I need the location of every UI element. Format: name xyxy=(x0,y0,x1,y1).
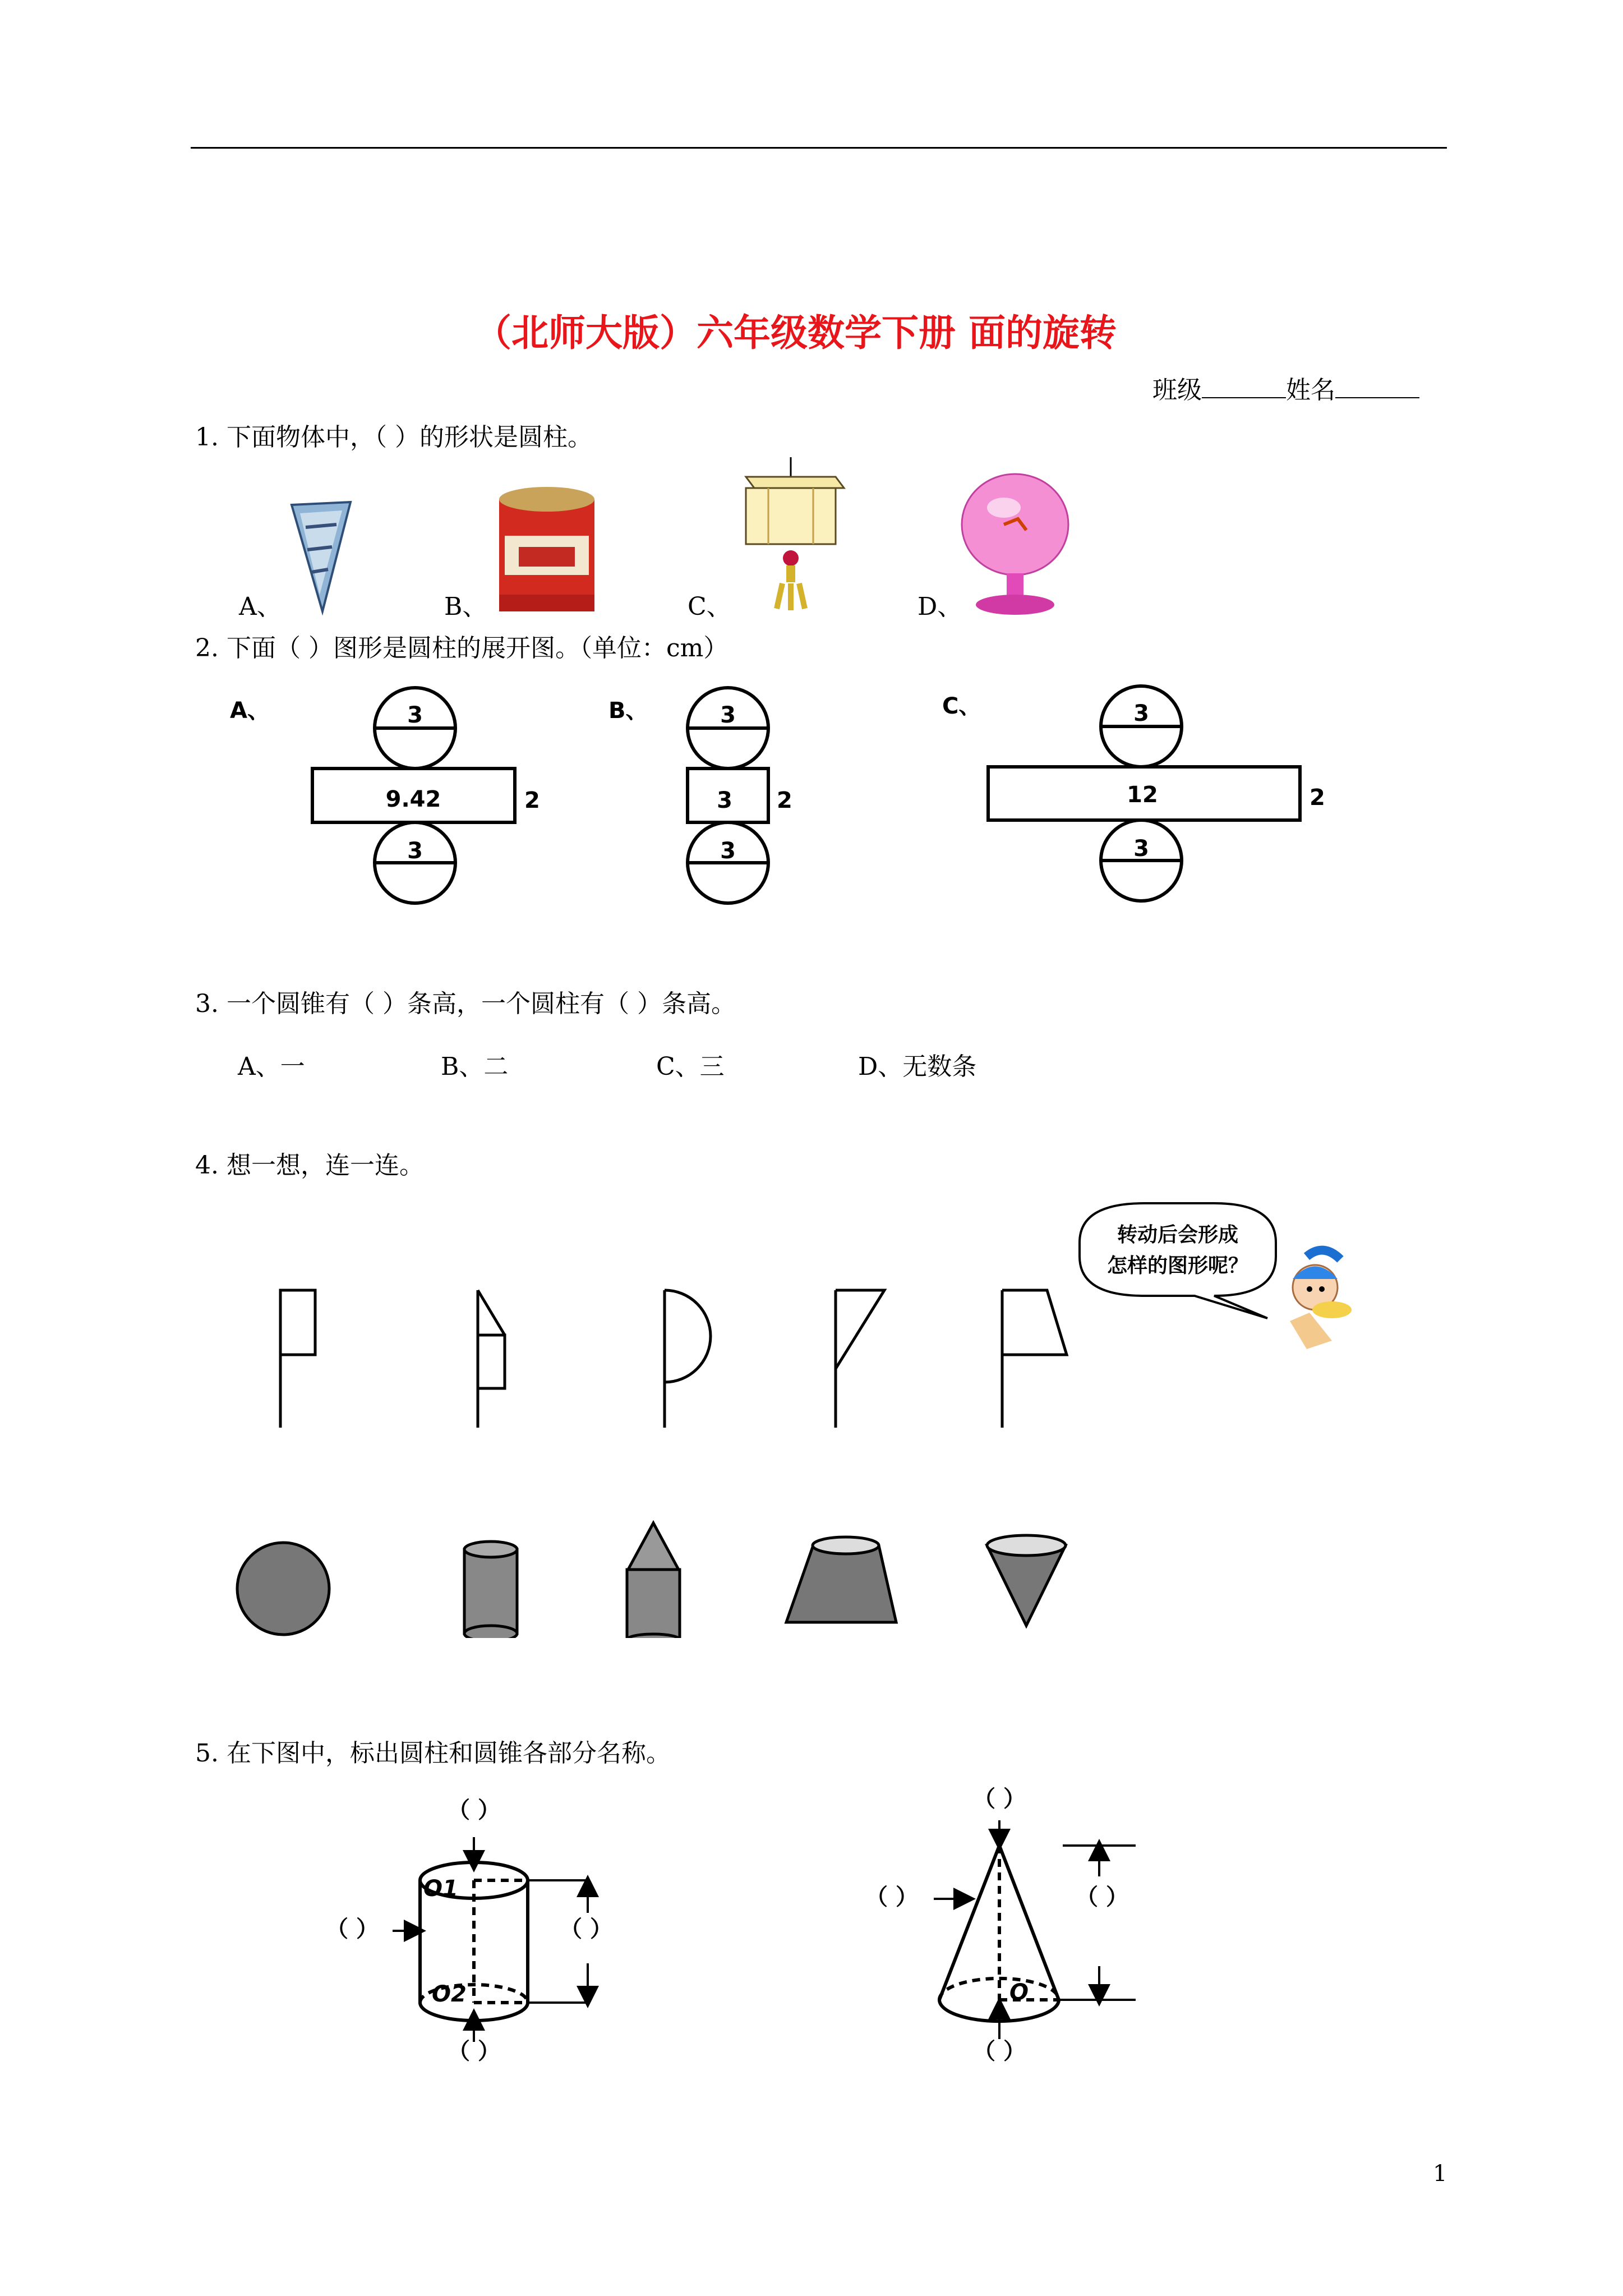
balloon-lamp-icon xyxy=(962,474,1068,615)
q4-solids xyxy=(0,1503,1623,1638)
page-title: （北师大版）六年级数学下册 面的旋转 xyxy=(474,311,1117,355)
q2-c-rect-height: 2 xyxy=(1310,785,1325,811)
rotation-rectangle-figure xyxy=(280,1290,315,1428)
sphere-icon xyxy=(237,1543,329,1635)
q2-c-bottom-circle-label: 3 xyxy=(1133,836,1149,862)
cone-o-label: O xyxy=(1009,1980,1029,2005)
rotation-semicircle-figure xyxy=(665,1290,711,1428)
cylinder-icon xyxy=(464,1542,517,1638)
q2-b-rect-height: 2 xyxy=(777,788,792,813)
cone-height-blank[interactable]: （ ） xyxy=(1076,1884,1128,1910)
cylinder-o2-label: O2 xyxy=(432,1981,467,2007)
q5-diagrams xyxy=(0,1784,1623,2076)
speech-bubble xyxy=(1080,1203,1276,1318)
q2-prompt: 2. 下面（ ）图形是圆柱的展开图。（单位：cm） xyxy=(195,634,728,662)
q2-b-top-circle-label: 3 xyxy=(720,702,736,728)
q2-b-bottom-circle-label: 3 xyxy=(720,838,736,864)
q2-a-top-circle-label: 3 xyxy=(407,702,423,728)
q1-option-d-letter[interactable]: D、 xyxy=(917,592,962,621)
page-number: 1 xyxy=(1433,2161,1447,2187)
q2-c-rect-length: 12 xyxy=(1127,782,1158,808)
cylinder-height-blank[interactable]: （ ） xyxy=(560,1916,612,1942)
q3-option-c[interactable]: C、三 xyxy=(656,1052,725,1081)
q1-option-c-letter[interactable]: C、 xyxy=(688,592,731,621)
q4-prompt: 4. 想一想，连一连。 xyxy=(195,1151,424,1180)
cylinder-o1-label: O1 xyxy=(423,1876,458,1902)
q1-prompt: 1. 下面物体中，（ ）的形状是圆柱。 xyxy=(195,423,592,452)
cylinder-top-blank[interactable]: （ ） xyxy=(448,1797,500,1823)
rotation-rect-triangle-figure xyxy=(478,1290,505,1428)
cone-side-blank[interactable]: （ ） xyxy=(865,1884,918,1910)
q4-plane-figures xyxy=(0,1189,1623,1503)
q2-option-a-letter[interactable]: A、 xyxy=(230,698,270,724)
q2-c-top-circle-label: 3 xyxy=(1133,701,1149,726)
cylinder-bottom-blank[interactable]: （ ） xyxy=(448,2039,500,2064)
cartoon-girl-icon xyxy=(1290,1250,1352,1349)
q3-option-b[interactable]: B、二 xyxy=(441,1052,509,1081)
q5-prompt: 5. 在下图中，标出圆柱和圆锥各部分名称。 xyxy=(195,1739,671,1768)
q2-a-rect-height: 2 xyxy=(524,788,540,813)
q3-option-d[interactable]: D、无数条 xyxy=(858,1052,977,1081)
q1-pictures xyxy=(0,0,1623,628)
cone-icon xyxy=(987,1535,1066,1626)
q2-option-c-letter[interactable]: C、 xyxy=(942,693,981,719)
q2-a-rect-length: 9.42 xyxy=(385,786,441,812)
labeled-cone xyxy=(934,1820,1136,2039)
q1-option-b-letter[interactable]: B、 xyxy=(444,592,487,621)
rotation-trapezoid-figure xyxy=(1002,1290,1067,1428)
cone-top-blank[interactable]: （ ） xyxy=(973,1786,1026,1812)
name-label: 姓名 xyxy=(1286,376,1335,404)
bubble-text-line2: 怎样的图形呢？ xyxy=(1106,1254,1249,1277)
q2-b-rect-length: 3 xyxy=(717,788,732,813)
class-label: 班级 xyxy=(1152,376,1202,404)
q2-option-b-letter[interactable]: B、 xyxy=(608,698,648,724)
q3-option-a[interactable]: A、一 xyxy=(238,1052,305,1081)
ice-cream-cone-icon xyxy=(292,502,351,611)
q2-nets xyxy=(0,668,1623,926)
cone-bottom-blank[interactable]: （ ） xyxy=(973,2039,1026,2064)
bubble-text-line1: 转动后会形成 xyxy=(1117,1223,1239,1246)
cone-on-cylinder-icon xyxy=(627,1523,680,1638)
q3-prompt: 3. 一个圆锥有（ ）条高，一个圆柱有（ ）条高。 xyxy=(195,990,736,1018)
cylinder-side-blank[interactable]: （ ） xyxy=(326,1916,379,1942)
can-icon xyxy=(499,487,594,611)
q1-option-a-letter[interactable]: A、 xyxy=(239,592,282,621)
lantern-icon xyxy=(746,457,844,610)
rotation-triangle-figure xyxy=(836,1290,884,1428)
q2-a-bottom-circle-label: 3 xyxy=(407,838,423,864)
frustum-icon xyxy=(786,1537,896,1622)
